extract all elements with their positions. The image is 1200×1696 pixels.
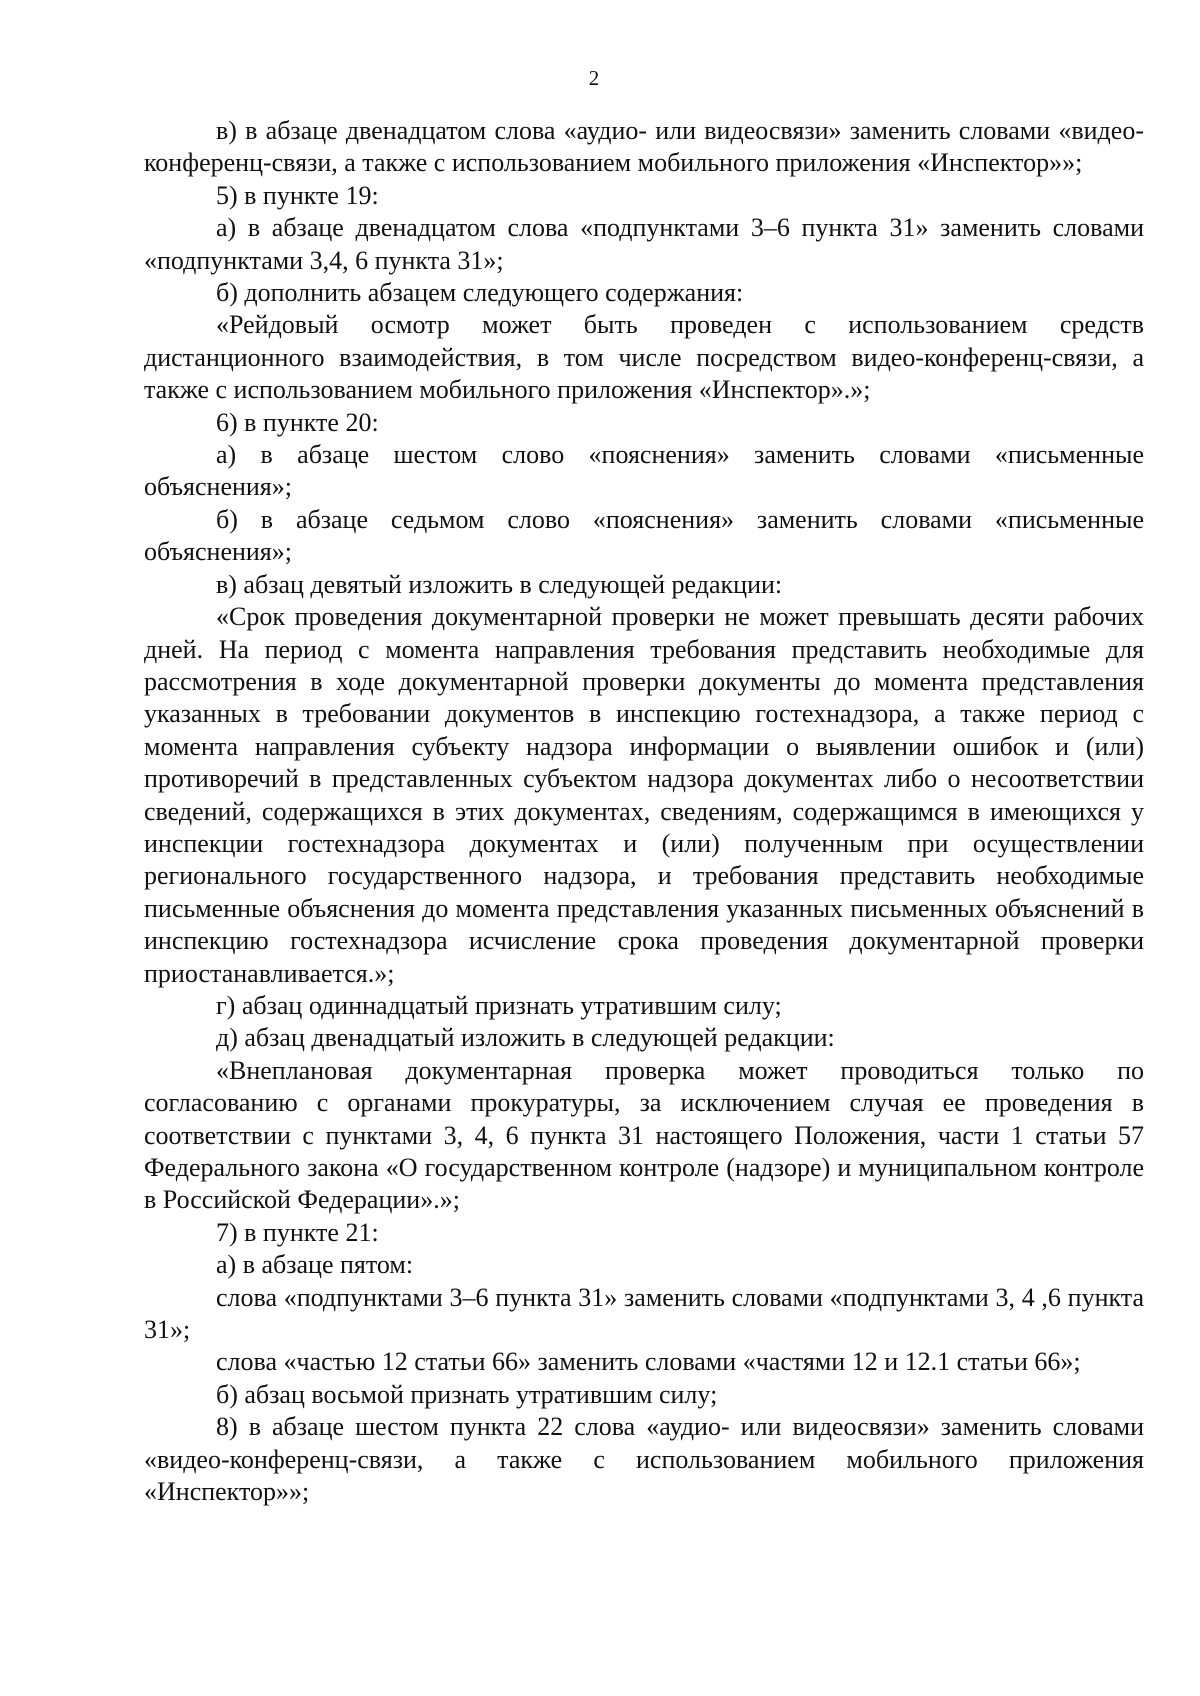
paragraph: 8) в абзаце шестом пункта 22 слова «аудио- или видеосвязи» заменить словами «видео-конференц-связи, а также с использованием мобильного приложения «Инспектор»»; (144, 1412, 1144, 1507)
paragraph: б) дополнить абзацем следующего содержания: (216, 278, 744, 308)
paragraph: г) абзац одиннадцатый признать утратившим силу; (216, 990, 782, 1020)
paragraph: д) абзац двенадцатый изложить в следующей редакции: (216, 1023, 835, 1053)
paragraph: б) в абзаце седьмом слово «пояснения» заменить словами «письменные объяснения»; (144, 504, 1144, 567)
paragraph: в) в абзаце двенадцатом слова «аудио- или видеосвязи» заменить словами «видео-конференц-связи, а также с использованием мобильного приложения «Инспектор»»; (144, 116, 1144, 178)
paragraph: а) в абзаце шестом слово «пояснения» заменить словами «письменные объяснения»; (144, 440, 1144, 502)
page-number: 2 (588, 66, 600, 90)
paragraph: а) в абзаце пятом: (216, 1250, 414, 1280)
paragraph: 5) в пункте 19: (216, 180, 379, 210)
paragraph: «Внеплановая документарная проверка может проводиться только по согласованию с органами прокуратуры, за исключением случая ее проведения в соответствии с пунктами 3, 4, 6 пункта 31 настоящего Положения, части 1 статьи 57 Федерального закона «О государственном контроле (надзоре) и муниципальном контроле в Российской Федерации».»; (144, 1055, 1144, 1215)
paragraph: «Рейдовый осмотр может быть проведен с использованием средств дистанционного взаимодействия, в том числе посредством видео-конференц-связи, а также с использованием мобильного приложения «Инспектор».»; (144, 310, 1144, 405)
paragraph: б) абзац восьмой признать утратившим силу; (216, 1379, 718, 1409)
paragraph: слова «подпунктами 3–6 пункта 31» заменить словами «подпунктами 3, 4 ,6 пункта 31»; (144, 1282, 1144, 1345)
paragraph: а) в абзаце двенадцатом слова «подпунктами 3–6 пункта 31» заменить словами «подпунктами 3,4, 6 пункта 31»; (144, 213, 1144, 275)
paragraph: слова «частью 12 статьи 66» заменить словами «частями 12 и 12.1 статьи 66»; (216, 1347, 1081, 1377)
document-body (144, 115, 1144, 1508)
paragraph: «Срок проведения документарной проверки не может превышать десяти рабочих дней. На период с момента направления требования представить необходимые для рассмотрения в ходе документарной проверки документы до момента представления указанных в требовании документов в инспекцию гостехнадзора, а также период с момента направления субъекту надзора информации о выявлении ошибок и (или) противоречий в представленных субъектом надзора документах либо о несоответствии сведений, содержащихся в этих документах, сведениям, содержащимся в имеющихся у инспекции гостехнадзора документах и (или) полученным при осуществлении регионального государственного надзора, и требования представить необходимые письменные объяснения до момента представления указанных письменных объяснений в инспекцию гостехнадзора исчисление срока проведения документарной проверки приостанавливается.»; (144, 602, 1144, 988)
paragraph: в) абзац девятый изложить в следующей редакции: (216, 569, 783, 599)
paragraph: 7) в пункте 21: (216, 1217, 379, 1247)
paragraph: 6) в пункте 20: (216, 407, 379, 437)
